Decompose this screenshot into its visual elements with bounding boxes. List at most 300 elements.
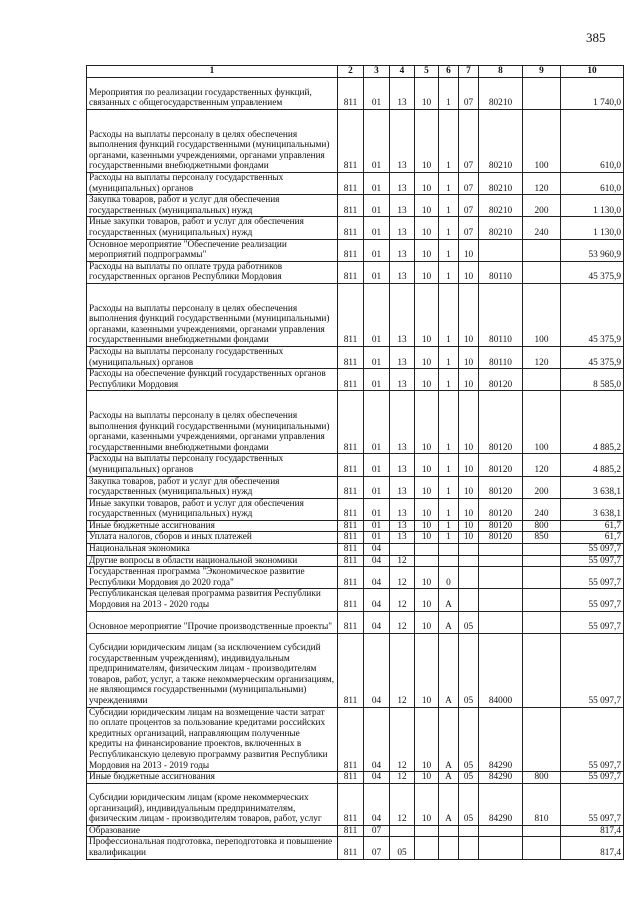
code-cell: 80210 bbox=[479, 78, 523, 110]
code-cell: 80210 bbox=[479, 217, 523, 239]
code-cell: 05 bbox=[459, 783, 479, 825]
code-cell: 80210 bbox=[479, 110, 523, 173]
code-cell: 100 bbox=[523, 283, 561, 346]
table-row bbox=[87, 454, 624, 476]
code-cell: 811 bbox=[338, 369, 364, 391]
amount-cell: 61,7 bbox=[561, 520, 624, 532]
code-cell: 811 bbox=[338, 825, 364, 837]
code-cell: 01 bbox=[364, 78, 390, 110]
table-row bbox=[87, 825, 624, 837]
code-cell: 01 bbox=[364, 239, 390, 261]
code-cell: 10 bbox=[415, 476, 439, 498]
code-cell: 10 bbox=[415, 498, 439, 520]
amount-cell: 610,0 bbox=[561, 110, 624, 173]
column-header: 4 bbox=[390, 66, 415, 78]
code-cell bbox=[439, 555, 459, 567]
code-cell bbox=[523, 589, 561, 611]
table-row bbox=[87, 195, 624, 217]
code-cell: А bbox=[439, 633, 459, 707]
code-cell: 05 bbox=[459, 772, 479, 784]
column-header: 7 bbox=[459, 66, 479, 78]
code-cell: 10 bbox=[415, 783, 439, 825]
amount-cell: 1 130,0 bbox=[561, 195, 624, 217]
code-cell: 13 bbox=[390, 283, 415, 346]
code-cell: 811 bbox=[338, 520, 364, 532]
code-cell: 05 bbox=[459, 707, 479, 772]
table-row bbox=[87, 772, 624, 784]
code-cell: 13 bbox=[390, 454, 415, 476]
code-cell: 811 bbox=[338, 707, 364, 772]
code-cell: 13 bbox=[390, 476, 415, 498]
amount-cell: 45 375,9 bbox=[561, 346, 624, 368]
code-cell: 1 bbox=[439, 239, 459, 261]
code-cell: 10 bbox=[415, 589, 439, 611]
code-cell: 12 bbox=[390, 707, 415, 772]
row-title-cell: Основное мероприятие "Обеспечение реализации мероприятий подпрограммы" bbox=[87, 239, 338, 261]
code-cell: 811 bbox=[338, 283, 364, 346]
code-cell: 13 bbox=[390, 173, 415, 195]
code-cell: 80120 bbox=[479, 532, 523, 544]
row-title-cell: Республиканская целевая программа развития Республики Мордовия на 2013 - 2020 годы bbox=[87, 589, 338, 611]
code-cell bbox=[459, 825, 479, 837]
row-title-cell: Мероприятия по реализации государственных функций, связанных с общегосударственным управлением bbox=[87, 78, 338, 110]
code-cell: 07 bbox=[459, 110, 479, 173]
table-row bbox=[87, 239, 624, 261]
code-cell: 13 bbox=[390, 239, 415, 261]
code-cell: 12 bbox=[390, 589, 415, 611]
code-cell: 10 bbox=[459, 391, 479, 454]
row-title-cell: Субсидии юридическим лицам (кроме некоммерческих организаций), индивидуальным предпринимателям, физическим лицам - производителям товаров, работ, услуг bbox=[87, 783, 338, 825]
code-cell: 04 bbox=[364, 707, 390, 772]
row-title-cell: Расходы на выплаты персоналу в целях обеспечения выполнения функций государственными (муниципальными) органами, казенными учреждениями, органами управления государственными внебюджетными фондами bbox=[87, 110, 338, 173]
row-title-cell: Основное мероприятие "Прочие производственные проекты" bbox=[87, 611, 338, 633]
code-cell: 1 bbox=[439, 391, 459, 454]
code-cell: 13 bbox=[390, 520, 415, 532]
code-cell: 80120 bbox=[479, 369, 523, 391]
code-cell bbox=[523, 611, 561, 633]
code-cell: 200 bbox=[523, 195, 561, 217]
code-cell: 07 bbox=[364, 837, 390, 859]
code-cell: 811 bbox=[338, 589, 364, 611]
code-cell: А bbox=[439, 611, 459, 633]
code-cell: 01 bbox=[364, 391, 390, 454]
code-cell bbox=[459, 567, 479, 589]
amount-cell: 55 097,7 bbox=[561, 707, 624, 772]
table-row bbox=[87, 283, 624, 346]
code-cell: 0 bbox=[439, 567, 459, 589]
code-cell: 800 bbox=[523, 772, 561, 784]
code-cell: 80120 bbox=[479, 391, 523, 454]
code-cell: 01 bbox=[364, 261, 390, 283]
row-title-cell: Субсидии юридическим лицам (за исключением субсидий государственным учреждениям), индивидуальным предпринимателям, физическим лицам - производителям товаров, работ, услуг, а также некоммерческим организациям, не являющимся государственными (муниципальными) учреждениями bbox=[87, 633, 338, 707]
code-cell: 120 bbox=[523, 173, 561, 195]
code-cell bbox=[415, 544, 439, 556]
table-row bbox=[87, 633, 624, 707]
table-row bbox=[87, 589, 624, 611]
code-cell: 811 bbox=[338, 555, 364, 567]
code-cell: 13 bbox=[390, 195, 415, 217]
row-title-cell: Расходы на выплаты по оплате труда работников государственных органов Республики Мордовия bbox=[87, 261, 338, 283]
row-title-cell: Иные закупки товаров, работ и услуг для обеспечения государственных (муниципальных) нужд bbox=[87, 217, 338, 239]
header-row bbox=[87, 66, 624, 78]
code-cell bbox=[390, 544, 415, 556]
code-cell: 05 bbox=[459, 633, 479, 707]
table-row bbox=[87, 520, 624, 532]
amount-cell: 55 097,7 bbox=[561, 555, 624, 567]
code-cell bbox=[459, 837, 479, 859]
amount-cell: 817,4 bbox=[561, 825, 624, 837]
code-cell: 811 bbox=[338, 498, 364, 520]
code-cell bbox=[415, 825, 439, 837]
code-cell: 800 bbox=[523, 520, 561, 532]
column-header: 5 bbox=[415, 66, 439, 78]
code-cell: 1 bbox=[439, 110, 459, 173]
column-header: 10 bbox=[561, 66, 624, 78]
code-cell bbox=[523, 825, 561, 837]
code-cell: 1 bbox=[439, 454, 459, 476]
row-title-cell: Уплата налогов, сборов и иных платежей bbox=[87, 532, 338, 544]
code-cell: 84290 bbox=[479, 783, 523, 825]
code-cell: 240 bbox=[523, 217, 561, 239]
table-row bbox=[87, 476, 624, 498]
amount-cell: 55 097,7 bbox=[561, 611, 624, 633]
code-cell: 1 bbox=[439, 498, 459, 520]
code-cell bbox=[479, 567, 523, 589]
code-cell: 04 bbox=[364, 567, 390, 589]
code-cell: 1 bbox=[439, 261, 459, 283]
code-cell bbox=[523, 555, 561, 567]
code-cell: А bbox=[439, 707, 459, 772]
row-title-cell: Другие вопросы в области национальной экономики bbox=[87, 555, 338, 567]
row-title-cell: Иные бюджетные ассигнования bbox=[87, 520, 338, 532]
code-cell: 10 bbox=[459, 283, 479, 346]
table-row bbox=[87, 567, 624, 589]
code-cell: 10 bbox=[415, 239, 439, 261]
column-header: 9 bbox=[523, 66, 561, 78]
row-title-cell: Субсидии юридическим лицам на возмещение части затрат по оплате процентов за пользование кредитами российских кредитных организаций, направляющим полученные кредиты на финансирование проектов, включенных в Республиканскую целевую программу развития Республики Мордовия на 2013 - 2019 годы bbox=[87, 707, 338, 772]
code-cell bbox=[523, 261, 561, 283]
code-cell: 811 bbox=[338, 195, 364, 217]
table-row bbox=[87, 611, 624, 633]
amount-cell: 55 097,7 bbox=[561, 772, 624, 784]
table-body bbox=[87, 78, 624, 860]
code-cell: 10 bbox=[459, 369, 479, 391]
code-cell: 13 bbox=[390, 532, 415, 544]
code-cell: 01 bbox=[364, 283, 390, 346]
code-cell: 10 bbox=[459, 261, 479, 283]
column-header: 6 bbox=[439, 66, 459, 78]
code-cell: 811 bbox=[338, 772, 364, 784]
code-cell: 01 bbox=[364, 498, 390, 520]
code-cell bbox=[459, 555, 479, 567]
code-cell: 811 bbox=[338, 544, 364, 556]
code-cell bbox=[459, 544, 479, 556]
code-cell: А bbox=[439, 772, 459, 784]
code-cell: 1 bbox=[439, 173, 459, 195]
amount-cell: 55 097,7 bbox=[561, 567, 624, 589]
code-cell bbox=[415, 555, 439, 567]
row-title-cell: Расходы на обеспечение функций государственных органов Республики Мордовия bbox=[87, 369, 338, 391]
code-cell bbox=[479, 825, 523, 837]
code-cell: А bbox=[439, 783, 459, 825]
code-cell: 10 bbox=[415, 532, 439, 544]
budget-table bbox=[86, 65, 624, 860]
row-title-cell: Иные закупки товаров, работ и услуг для обеспечения государственных (муниципальных) нужд bbox=[87, 498, 338, 520]
code-cell: 811 bbox=[338, 346, 364, 368]
code-cell: 10 bbox=[415, 369, 439, 391]
code-cell: 10 bbox=[415, 454, 439, 476]
code-cell: 07 bbox=[364, 825, 390, 837]
code-cell: 1 bbox=[439, 78, 459, 110]
row-title-cell: Государственная программа "Экономическое развитие Республики Мордовия до 2020 года" bbox=[87, 567, 338, 589]
code-cell: 811 bbox=[338, 837, 364, 859]
code-cell: 811 bbox=[338, 217, 364, 239]
amount-cell: 3 638,1 bbox=[561, 498, 624, 520]
row-title-cell: Расходы на выплаты персоналу в целях обеспечения выполнения функций государственными (муниципальными) органами, казенными учреждениями, органами управления государственными внебюджетными фондами bbox=[87, 391, 338, 454]
code-cell: 1 bbox=[439, 195, 459, 217]
code-cell: 10 bbox=[459, 498, 479, 520]
code-cell: 811 bbox=[338, 633, 364, 707]
amount-cell: 61,7 bbox=[561, 532, 624, 544]
code-cell: 01 bbox=[364, 110, 390, 173]
code-cell: 04 bbox=[364, 772, 390, 784]
row-title-cell: Иные бюджетные ассигнования bbox=[87, 772, 338, 784]
table-row bbox=[87, 110, 624, 173]
code-cell: 01 bbox=[364, 346, 390, 368]
code-cell: 80120 bbox=[479, 454, 523, 476]
table-row bbox=[87, 217, 624, 239]
row-title-cell: Профессиональная подготовка, переподготовка и повышение квалификации bbox=[87, 837, 338, 859]
code-cell: 811 bbox=[338, 611, 364, 633]
column-header: 1 bbox=[87, 66, 338, 78]
code-cell: 240 bbox=[523, 498, 561, 520]
code-cell: 10 bbox=[415, 520, 439, 532]
code-cell: 10 bbox=[415, 173, 439, 195]
code-cell: 10 bbox=[459, 476, 479, 498]
code-cell: 10 bbox=[415, 110, 439, 173]
table-row bbox=[87, 173, 624, 195]
code-cell: 13 bbox=[390, 369, 415, 391]
code-cell: 13 bbox=[390, 391, 415, 454]
code-cell: 811 bbox=[338, 261, 364, 283]
code-cell: 12 bbox=[390, 633, 415, 707]
table-row bbox=[87, 261, 624, 283]
code-cell bbox=[523, 633, 561, 707]
row-title-cell: Расходы на выплаты персоналу в целях обеспечения выполнения функций государственными (муниципальными) органами, казенными учреждениями, органами управления государственными внебюджетными фондами bbox=[87, 283, 338, 346]
table-row bbox=[87, 837, 624, 859]
table-row bbox=[87, 532, 624, 544]
code-cell: 07 bbox=[459, 173, 479, 195]
column-header: 8 bbox=[479, 66, 523, 78]
code-cell: 811 bbox=[338, 783, 364, 825]
code-cell: 10 bbox=[459, 532, 479, 544]
code-cell: 13 bbox=[390, 261, 415, 283]
code-cell: 01 bbox=[364, 476, 390, 498]
amount-cell: 4 885,2 bbox=[561, 391, 624, 454]
code-cell: 84000 bbox=[479, 633, 523, 707]
code-cell: 04 bbox=[364, 783, 390, 825]
code-cell: 10 bbox=[415, 611, 439, 633]
code-cell: 10 bbox=[459, 454, 479, 476]
code-cell: 01 bbox=[364, 217, 390, 239]
code-cell: 10 bbox=[415, 261, 439, 283]
code-cell: 10 bbox=[459, 239, 479, 261]
code-cell: 80120 bbox=[479, 498, 523, 520]
code-cell: 1 bbox=[439, 532, 459, 544]
page-number: 385 bbox=[586, 30, 606, 45]
code-cell: 80210 bbox=[479, 195, 523, 217]
code-cell bbox=[439, 825, 459, 837]
code-cell: 1 bbox=[439, 283, 459, 346]
code-cell: 12 bbox=[390, 772, 415, 784]
code-cell bbox=[439, 544, 459, 556]
code-cell: 811 bbox=[338, 173, 364, 195]
code-cell: 13 bbox=[390, 110, 415, 173]
amount-cell: 55 097,7 bbox=[561, 589, 624, 611]
code-cell: 10 bbox=[415, 567, 439, 589]
code-cell: 100 bbox=[523, 391, 561, 454]
code-cell: 80120 bbox=[479, 520, 523, 532]
code-cell: 01 bbox=[364, 173, 390, 195]
code-cell bbox=[523, 369, 561, 391]
code-cell bbox=[479, 544, 523, 556]
code-cell bbox=[523, 239, 561, 261]
code-cell: 10 bbox=[415, 391, 439, 454]
code-cell: 80110 bbox=[479, 283, 523, 346]
row-title-cell: Закупка товаров, работ и услуг для обеспечения государственных (муниципальных) нужд bbox=[87, 476, 338, 498]
code-cell: 1 bbox=[439, 346, 459, 368]
table-row bbox=[87, 498, 624, 520]
table-row bbox=[87, 707, 624, 772]
code-cell: 13 bbox=[390, 217, 415, 239]
code-cell bbox=[523, 707, 561, 772]
code-cell bbox=[439, 837, 459, 859]
code-cell: 10 bbox=[415, 772, 439, 784]
code-cell: 811 bbox=[338, 476, 364, 498]
code-cell: 120 bbox=[523, 454, 561, 476]
code-cell bbox=[523, 78, 561, 110]
code-cell bbox=[523, 544, 561, 556]
code-cell: 200 bbox=[523, 476, 561, 498]
code-cell: 1 bbox=[439, 476, 459, 498]
row-title-cell: Расходы на выплаты персоналу государственных (муниципальных) органов bbox=[87, 173, 338, 195]
code-cell: 10 bbox=[415, 633, 439, 707]
code-cell bbox=[479, 611, 523, 633]
amount-cell: 610,0 bbox=[561, 173, 624, 195]
code-cell: 12 bbox=[390, 567, 415, 589]
code-cell: 07 bbox=[459, 78, 479, 110]
table-row bbox=[87, 783, 624, 825]
code-cell: 10 bbox=[415, 283, 439, 346]
code-cell: 13 bbox=[390, 498, 415, 520]
code-cell: 01 bbox=[364, 369, 390, 391]
row-title-cell: Образование bbox=[87, 825, 338, 837]
code-cell bbox=[390, 825, 415, 837]
code-cell: 04 bbox=[364, 589, 390, 611]
code-cell: 04 bbox=[364, 555, 390, 567]
code-cell: 10 bbox=[415, 217, 439, 239]
code-cell bbox=[523, 567, 561, 589]
code-cell: 810 bbox=[523, 783, 561, 825]
code-cell: 120 bbox=[523, 346, 561, 368]
table-row bbox=[87, 555, 624, 567]
amount-cell: 53 960,9 bbox=[561, 239, 624, 261]
row-title-cell: Национальная экономика bbox=[87, 544, 338, 556]
code-cell bbox=[459, 589, 479, 611]
code-cell: 10 bbox=[415, 195, 439, 217]
amount-cell: 55 097,7 bbox=[561, 633, 624, 707]
code-cell: 811 bbox=[338, 391, 364, 454]
code-cell bbox=[479, 239, 523, 261]
code-cell: 1 bbox=[439, 217, 459, 239]
table-row bbox=[87, 544, 624, 556]
code-cell: 850 bbox=[523, 532, 561, 544]
code-cell: 80110 bbox=[479, 261, 523, 283]
code-cell bbox=[479, 589, 523, 611]
code-cell: 13 bbox=[390, 78, 415, 110]
code-cell: 12 bbox=[390, 611, 415, 633]
code-cell: 01 bbox=[364, 532, 390, 544]
code-cell: 01 bbox=[364, 454, 390, 476]
amount-cell: 3 638,1 bbox=[561, 476, 624, 498]
code-cell: 84290 bbox=[479, 707, 523, 772]
code-cell: 04 bbox=[364, 633, 390, 707]
table-row bbox=[87, 78, 624, 110]
amount-cell: 1 130,0 bbox=[561, 217, 624, 239]
code-cell: 811 bbox=[338, 239, 364, 261]
amount-cell: 817,4 bbox=[561, 837, 624, 859]
amount-cell: 45 375,9 bbox=[561, 283, 624, 346]
code-cell: 80120 bbox=[479, 476, 523, 498]
code-cell: 07 bbox=[459, 217, 479, 239]
code-cell: 05 bbox=[390, 837, 415, 859]
row-title-cell: Расходы на выплаты персоналу государственных (муниципальных) органов bbox=[87, 454, 338, 476]
column-header: 2 bbox=[338, 66, 364, 78]
code-cell: 811 bbox=[338, 110, 364, 173]
code-cell: 811 bbox=[338, 532, 364, 544]
code-cell: 1 bbox=[439, 520, 459, 532]
amount-cell: 55 097,7 bbox=[561, 544, 624, 556]
code-cell: 84290 bbox=[479, 772, 523, 784]
code-cell: 811 bbox=[338, 567, 364, 589]
code-cell: 01 bbox=[364, 520, 390, 532]
code-cell: 04 bbox=[364, 544, 390, 556]
code-cell: 80110 bbox=[479, 346, 523, 368]
code-cell: 10 bbox=[459, 346, 479, 368]
column-header: 3 bbox=[364, 66, 390, 78]
code-cell bbox=[479, 837, 523, 859]
code-cell: 811 bbox=[338, 454, 364, 476]
amount-cell: 45 375,9 bbox=[561, 261, 624, 283]
code-cell: 10 bbox=[415, 78, 439, 110]
table-row bbox=[87, 369, 624, 391]
code-cell: 811 bbox=[338, 78, 364, 110]
code-cell: 10 bbox=[415, 346, 439, 368]
code-cell: А bbox=[439, 589, 459, 611]
amount-cell: 1 740,0 bbox=[561, 78, 624, 110]
code-cell bbox=[415, 837, 439, 859]
amount-cell: 55 097,7 bbox=[561, 783, 624, 825]
table-row bbox=[87, 346, 624, 368]
code-cell: 12 bbox=[390, 783, 415, 825]
code-cell: 13 bbox=[390, 346, 415, 368]
code-cell: 12 bbox=[390, 555, 415, 567]
row-title-cell: Закупка товаров, работ и услуг для обеспечения государственных (муниципальных) нужд bbox=[87, 195, 338, 217]
code-cell bbox=[523, 837, 561, 859]
code-cell: 10 bbox=[415, 707, 439, 772]
code-cell: 04 bbox=[364, 611, 390, 633]
code-cell bbox=[479, 555, 523, 567]
